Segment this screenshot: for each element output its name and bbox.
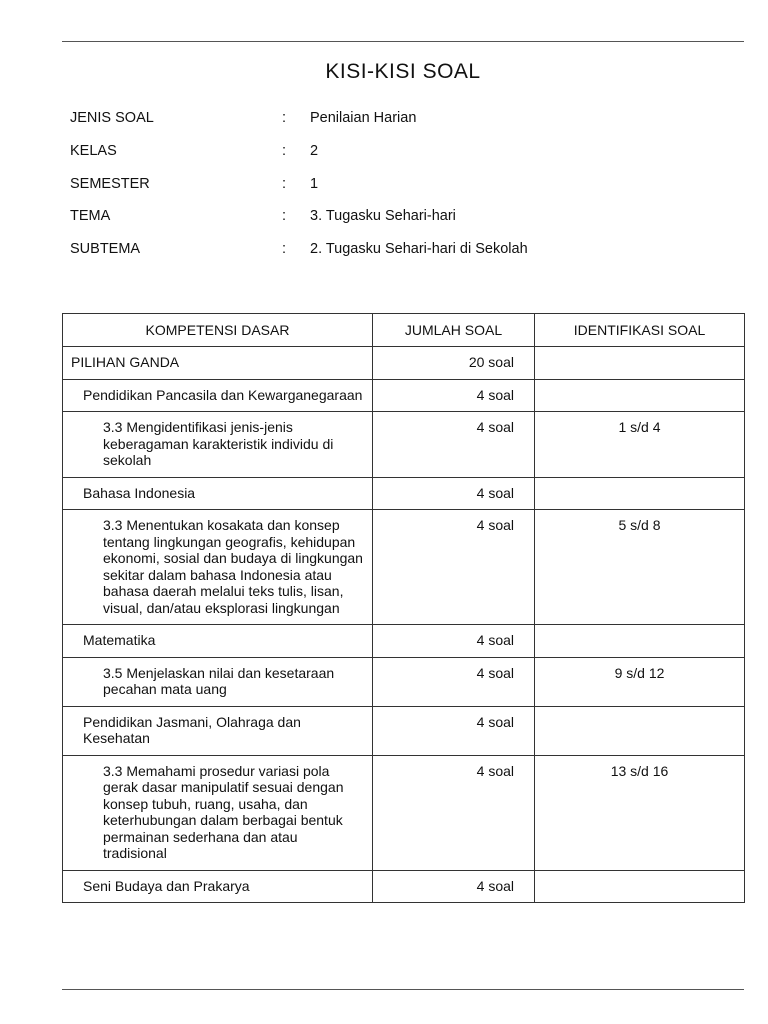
table-row bbox=[63, 379, 745, 412]
table-row bbox=[63, 412, 745, 478]
info-label: JENIS SOAL bbox=[70, 110, 154, 126]
info-row-semester bbox=[70, 176, 690, 209]
table-row bbox=[63, 870, 745, 903]
kompetensi-cell: 3.3 Menentukan kosakata dan konsep tentang lingkungan geografis, kehidupan ekonomi, sosial dan budaya di lingkungan sekitar dalam bahasa Indonesia atau bahasa daerah melalui teks tulis, lisan, visual, dan/atau eksplorasi lingkungan bbox=[63, 510, 373, 625]
jumlah-cell: 4 soal bbox=[373, 510, 535, 625]
jumlah-cell: 4 soal bbox=[373, 657, 535, 706]
identifikasi-cell bbox=[535, 625, 745, 658]
info-row-jenis-soal bbox=[70, 110, 690, 143]
table-row bbox=[63, 625, 745, 658]
table-header-row bbox=[63, 314, 745, 347]
document-info bbox=[70, 110, 690, 274]
identifikasi-cell bbox=[535, 379, 745, 412]
table-row bbox=[63, 657, 745, 706]
kompetensi-cell: Bahasa Indonesia bbox=[63, 477, 373, 510]
identifikasi-cell: 13 s/d 16 bbox=[535, 755, 745, 870]
jumlah-cell: 4 soal bbox=[373, 379, 535, 412]
identifikasi-cell bbox=[535, 870, 745, 903]
info-row-subtema bbox=[70, 241, 690, 274]
info-row-kelas bbox=[70, 143, 690, 176]
kompetensi-cell: PILIHAN GANDA bbox=[63, 347, 373, 380]
kompetensi-cell: 3.3 Memahami prosedur variasi pola gerak dasar manipulatif sesuai dengan konsep tubuh, ruang, usaha, dan keterhubungan dalam berbagai bentuk permainan sederhana dan atau tradisional bbox=[63, 755, 373, 870]
identifikasi-cell bbox=[535, 477, 745, 510]
bottom-divider bbox=[62, 989, 744, 990]
info-value: 3. Tugasku Sehari-hari bbox=[310, 208, 456, 225]
jumlah-cell: 4 soal bbox=[373, 870, 535, 903]
info-value: 2. Tugasku Sehari-hari di Sekolah bbox=[310, 241, 528, 258]
kompetensi-cell: Matematika bbox=[63, 625, 373, 658]
info-value: Penilaian Harian bbox=[310, 110, 417, 126]
info-separator: : bbox=[282, 241, 287, 258]
kompetensi-cell: 3.5 Menjelaskan nilai dan kesetaraan pecahan mata uang bbox=[63, 657, 373, 706]
info-label: TEMA bbox=[70, 208, 111, 225]
info-label: SEMESTER bbox=[70, 175, 150, 192]
header-jumlah-soal: JUMLAH SOAL bbox=[373, 314, 535, 347]
header-identifikasi-soal: IDENTIFIKASI SOAL bbox=[535, 314, 745, 347]
identifikasi-cell bbox=[535, 347, 745, 380]
identifikasi-cell: 5 s/d 8 bbox=[535, 510, 745, 625]
info-value: 1 bbox=[310, 175, 319, 192]
jumlah-cell: 4 soal bbox=[373, 477, 535, 510]
info-row-tema bbox=[70, 208, 690, 241]
jumlah-cell: 4 soal bbox=[373, 706, 535, 755]
kisi-kisi-table bbox=[62, 313, 745, 903]
page-title: KISI-KISI SOAL bbox=[325, 60, 481, 83]
jumlah-cell: 4 soal bbox=[373, 625, 535, 658]
info-label: KELAS bbox=[70, 142, 117, 159]
identifikasi-cell bbox=[535, 706, 745, 755]
table-row bbox=[63, 510, 745, 625]
table-row bbox=[63, 347, 745, 380]
jumlah-cell: 4 soal bbox=[373, 412, 535, 478]
info-separator: : bbox=[282, 142, 287, 159]
table-row bbox=[63, 755, 745, 870]
kompetensi-cell: Seni Budaya dan Prakarya bbox=[63, 870, 373, 903]
header-kompetensi-dasar: KOMPETENSI DASAR bbox=[63, 314, 373, 347]
identifikasi-cell: 9 s/d 12 bbox=[535, 657, 745, 706]
info-separator: : bbox=[282, 175, 287, 192]
kompetensi-cell: Pendidikan Jasmani, Olahraga dan Kesehatan bbox=[63, 706, 373, 755]
info-separator: : bbox=[282, 208, 287, 225]
jumlah-cell: 4 soal bbox=[373, 755, 535, 870]
table-row bbox=[63, 477, 745, 510]
identifikasi-cell: 1 s/d 4 bbox=[535, 412, 745, 478]
info-value: 2 bbox=[310, 142, 319, 159]
top-divider bbox=[62, 41, 744, 42]
jumlah-cell: 20 soal bbox=[373, 347, 535, 380]
info-separator: : bbox=[282, 110, 287, 126]
kompetensi-cell: Pendidikan Pancasila dan Kewarganegaraan bbox=[63, 379, 373, 412]
table-row bbox=[63, 706, 745, 755]
kompetensi-cell: 3.3 Mengidentifikasi jenis-jenis keberagaman karakteristik individu di sekolah bbox=[63, 412, 373, 478]
info-label: SUBTEMA bbox=[70, 241, 141, 258]
